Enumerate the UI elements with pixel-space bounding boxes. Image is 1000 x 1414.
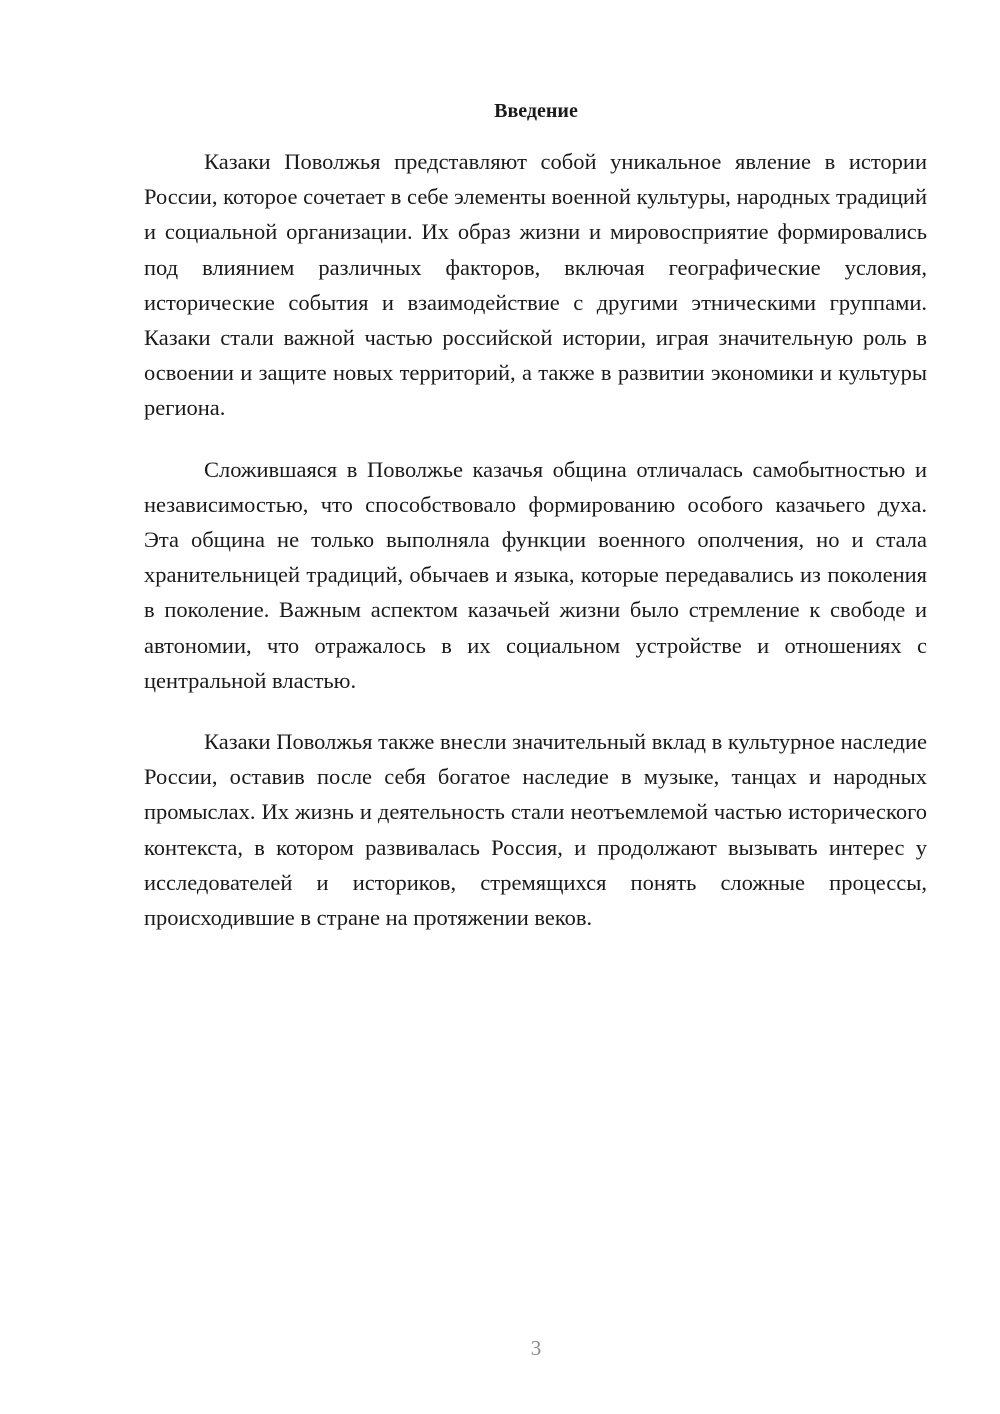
page-number: 3 [530, 1336, 542, 1360]
section-heading: Введение [494, 100, 578, 122]
paragraph-1: Казаки Поволжья представляют собой уникальное явление в истории России, которое сочетает в себе элементы военной культуры, народных традиций и социальной организации. Их образ жизни и мировосприятие формировались под влиянием различных факторов, включая географические условия, исторические события и взаимодействие с другими этническими группами. Казаки стали важной частью российской истории, играя значительную роль в освоении и защите новых территорий, а также в развитии экономики и культуры региона. [144, 149, 927, 421]
paragraph-2: Сложившаяся в Поволжье казачья община отличалась самобытностью и независимостью, что способствовало формированию особого казачьего духа. Эта община не только выполняла функции военного ополчения, но и стала хранительницей традиций, обычаев и языка, которые передавались из поколения в поколение. Важным аспектом казачьей жизни было стремление к свободе и автономии, что отражалось в их социальном устройстве и отношениях с центральной властью. [144, 456, 927, 693]
paragraph-3: Казаки Поволжья также внесли значительный вклад в культурное наследие России, оставив после себя богатое наследие в музыке, танцах и народных промыслах. Их жизнь и деятельность стали неотъемлемой частью исторического контекста, в котором развивалась Россия, и продолжают вызывать интерес у исследователей и историков, стремящихся понять сложные процессы, происходившие в стране на протяжении веков. [144, 729, 927, 931]
body-text [144, 144, 927, 961]
